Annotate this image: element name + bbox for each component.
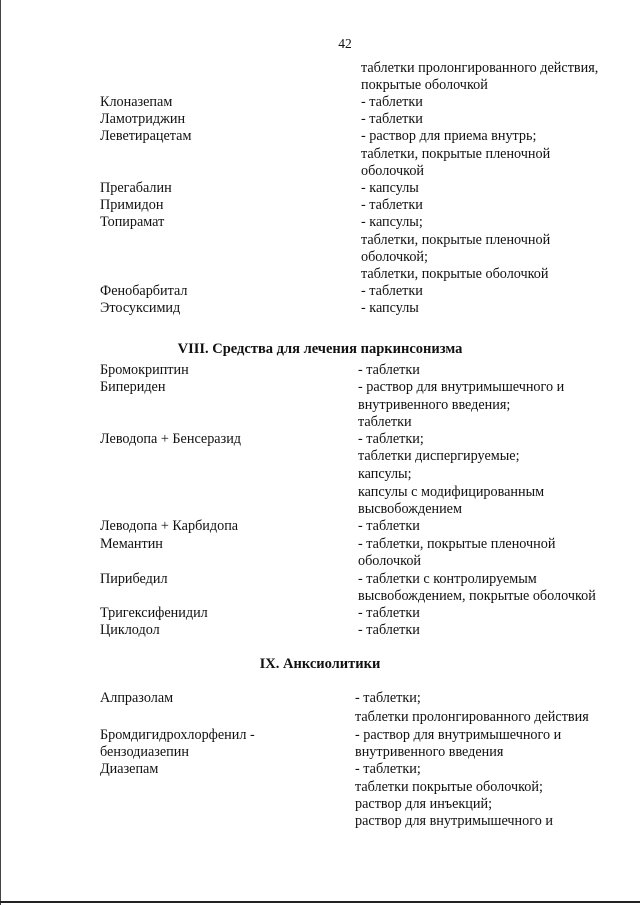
list-item bbox=[0, 709, 640, 726]
list-item bbox=[0, 571, 640, 588]
list-item bbox=[0, 128, 640, 145]
list-item bbox=[0, 779, 640, 796]
list-item bbox=[0, 362, 640, 379]
dosage-form: таблетки диспергируемые; bbox=[358, 448, 520, 464]
drug-name: Тригексифенидил bbox=[100, 605, 208, 621]
list-item bbox=[0, 744, 640, 761]
dosage-form: - таблетки bbox=[358, 518, 420, 534]
dosage-form: - таблетки bbox=[358, 362, 420, 378]
dosage-form: капсулы; bbox=[358, 466, 412, 482]
list-item bbox=[0, 796, 640, 813]
list-item bbox=[0, 553, 640, 570]
list-item bbox=[0, 146, 640, 163]
list-item bbox=[0, 249, 640, 266]
list-item bbox=[0, 690, 640, 707]
dosage-form: оболочкой bbox=[358, 553, 422, 569]
list-item bbox=[0, 431, 640, 448]
list-item bbox=[0, 94, 640, 111]
dosage-form: - таблетки, покрытые пленочной bbox=[358, 536, 556, 552]
drug-name: Фенобарбитал bbox=[100, 283, 188, 299]
dosage-form: - раствор для приема внутрь; bbox=[361, 128, 537, 144]
list-item bbox=[0, 163, 640, 180]
drug-name: Бромдигидрохлорфенил - bbox=[100, 727, 255, 743]
dosage-form: таблетки, покрытые оболочкой bbox=[361, 266, 549, 282]
drug-name: бензодиазепин bbox=[100, 744, 189, 760]
list-item bbox=[0, 397, 640, 414]
dosage-form: высвобождением, покрытые оболочкой bbox=[358, 588, 596, 604]
dosage-form: капсулы с модифицированным bbox=[358, 484, 545, 500]
list-item bbox=[0, 536, 640, 553]
drug-name: Алпразолам bbox=[100, 690, 174, 706]
dosage-form: - таблетки; bbox=[355, 761, 421, 777]
list-item bbox=[0, 414, 640, 431]
dosage-form: оболочкой; bbox=[361, 249, 428, 265]
list-item bbox=[0, 111, 640, 128]
list-item bbox=[0, 77, 640, 94]
dosage-form: - таблетки bbox=[358, 622, 420, 638]
dosage-form: - таблетки; bbox=[358, 431, 424, 447]
list-item bbox=[0, 622, 640, 639]
drug-name: Циклодол bbox=[100, 622, 160, 638]
drug-name: Пирибедил bbox=[100, 571, 168, 587]
drug-name: Прегабалин bbox=[100, 180, 172, 196]
drug-name: Бипериден bbox=[100, 379, 166, 395]
dosage-form: - капсулы bbox=[361, 180, 419, 196]
list-item bbox=[0, 727, 640, 744]
dosage-form: таблетки, покрытые пленочной bbox=[361, 146, 551, 162]
dosage-form: - раствор для внутримышечного и bbox=[355, 727, 562, 743]
list-item bbox=[0, 232, 640, 249]
dosage-form: оболочкой bbox=[361, 163, 425, 179]
section-heading-parkinsonism: VIII. Средства для лечения паркинсонизма bbox=[177, 341, 463, 357]
dosage-form: - раствор для внутримышечного и bbox=[358, 379, 565, 395]
list-item bbox=[0, 180, 640, 197]
dosage-form: таблетки пролонгированного действия, bbox=[361, 60, 599, 76]
dosage-form: высвобождением bbox=[358, 501, 462, 517]
drug-name: Ламотриджин bbox=[100, 111, 186, 127]
dosage-form: таблетки bbox=[358, 414, 412, 430]
list-item bbox=[0, 501, 640, 518]
dosage-form: внутривенного введения; bbox=[358, 397, 511, 413]
drug-name: Бромокриптин bbox=[100, 362, 189, 378]
dosage-form: раствор для внутримышечного и bbox=[355, 813, 553, 829]
list-item bbox=[0, 379, 640, 396]
list-item bbox=[0, 813, 640, 830]
dosage-form: - таблетки bbox=[361, 197, 423, 213]
drug-name: Клоназепам bbox=[100, 94, 173, 110]
drug-name: Диазепам bbox=[100, 761, 159, 777]
list-item bbox=[0, 466, 640, 483]
page-number: 42 bbox=[338, 36, 352, 51]
dosage-form: внутривенного введения bbox=[355, 744, 504, 760]
dosage-form: таблетки покрытые оболочкой; bbox=[355, 779, 543, 795]
dosage-form: - таблетки bbox=[358, 605, 420, 621]
list-item bbox=[0, 214, 640, 231]
drug-name: Примидон bbox=[100, 197, 164, 213]
dosage-form: - капсулы bbox=[361, 300, 419, 316]
dosage-form: - таблетки с контролируемым bbox=[358, 571, 537, 587]
list-item bbox=[0, 197, 640, 214]
drug-name: Леветирацетам bbox=[100, 128, 192, 144]
list-item bbox=[0, 761, 640, 778]
list-item bbox=[0, 266, 640, 283]
dosage-form: - таблетки bbox=[361, 94, 423, 110]
drug-name: Топирамат bbox=[100, 214, 165, 230]
dosage-form: - таблетки bbox=[361, 283, 423, 299]
section-heading-anxiolytics: IX. Анксиолитики bbox=[259, 656, 381, 672]
list-item bbox=[0, 588, 640, 605]
list-item bbox=[0, 484, 640, 501]
drug-name: Леводопа + Бенсеразид bbox=[100, 431, 242, 447]
drug-name: Этосуксимид bbox=[100, 300, 181, 316]
list-item bbox=[0, 283, 640, 300]
list-item bbox=[0, 518, 640, 535]
drug-name: Мемантин bbox=[100, 536, 163, 552]
scan-bottom-edge bbox=[0, 901, 640, 903]
list-item bbox=[0, 300, 640, 317]
dosage-form: покрытые оболочкой bbox=[361, 77, 488, 93]
list-item bbox=[0, 60, 640, 77]
dosage-form: таблетки пролонгированного действия bbox=[355, 709, 589, 725]
dosage-form: раствор для инъекций; bbox=[355, 796, 493, 812]
drug-name: Леводопа + Карбидопа bbox=[100, 518, 239, 534]
list-item bbox=[0, 605, 640, 622]
dosage-form: - капсулы; bbox=[361, 214, 423, 230]
dosage-form: - таблетки; bbox=[355, 690, 421, 706]
list-item bbox=[0, 448, 640, 465]
dosage-form: - таблетки bbox=[361, 111, 423, 127]
dosage-form: таблетки, покрытые пленочной bbox=[361, 232, 551, 248]
